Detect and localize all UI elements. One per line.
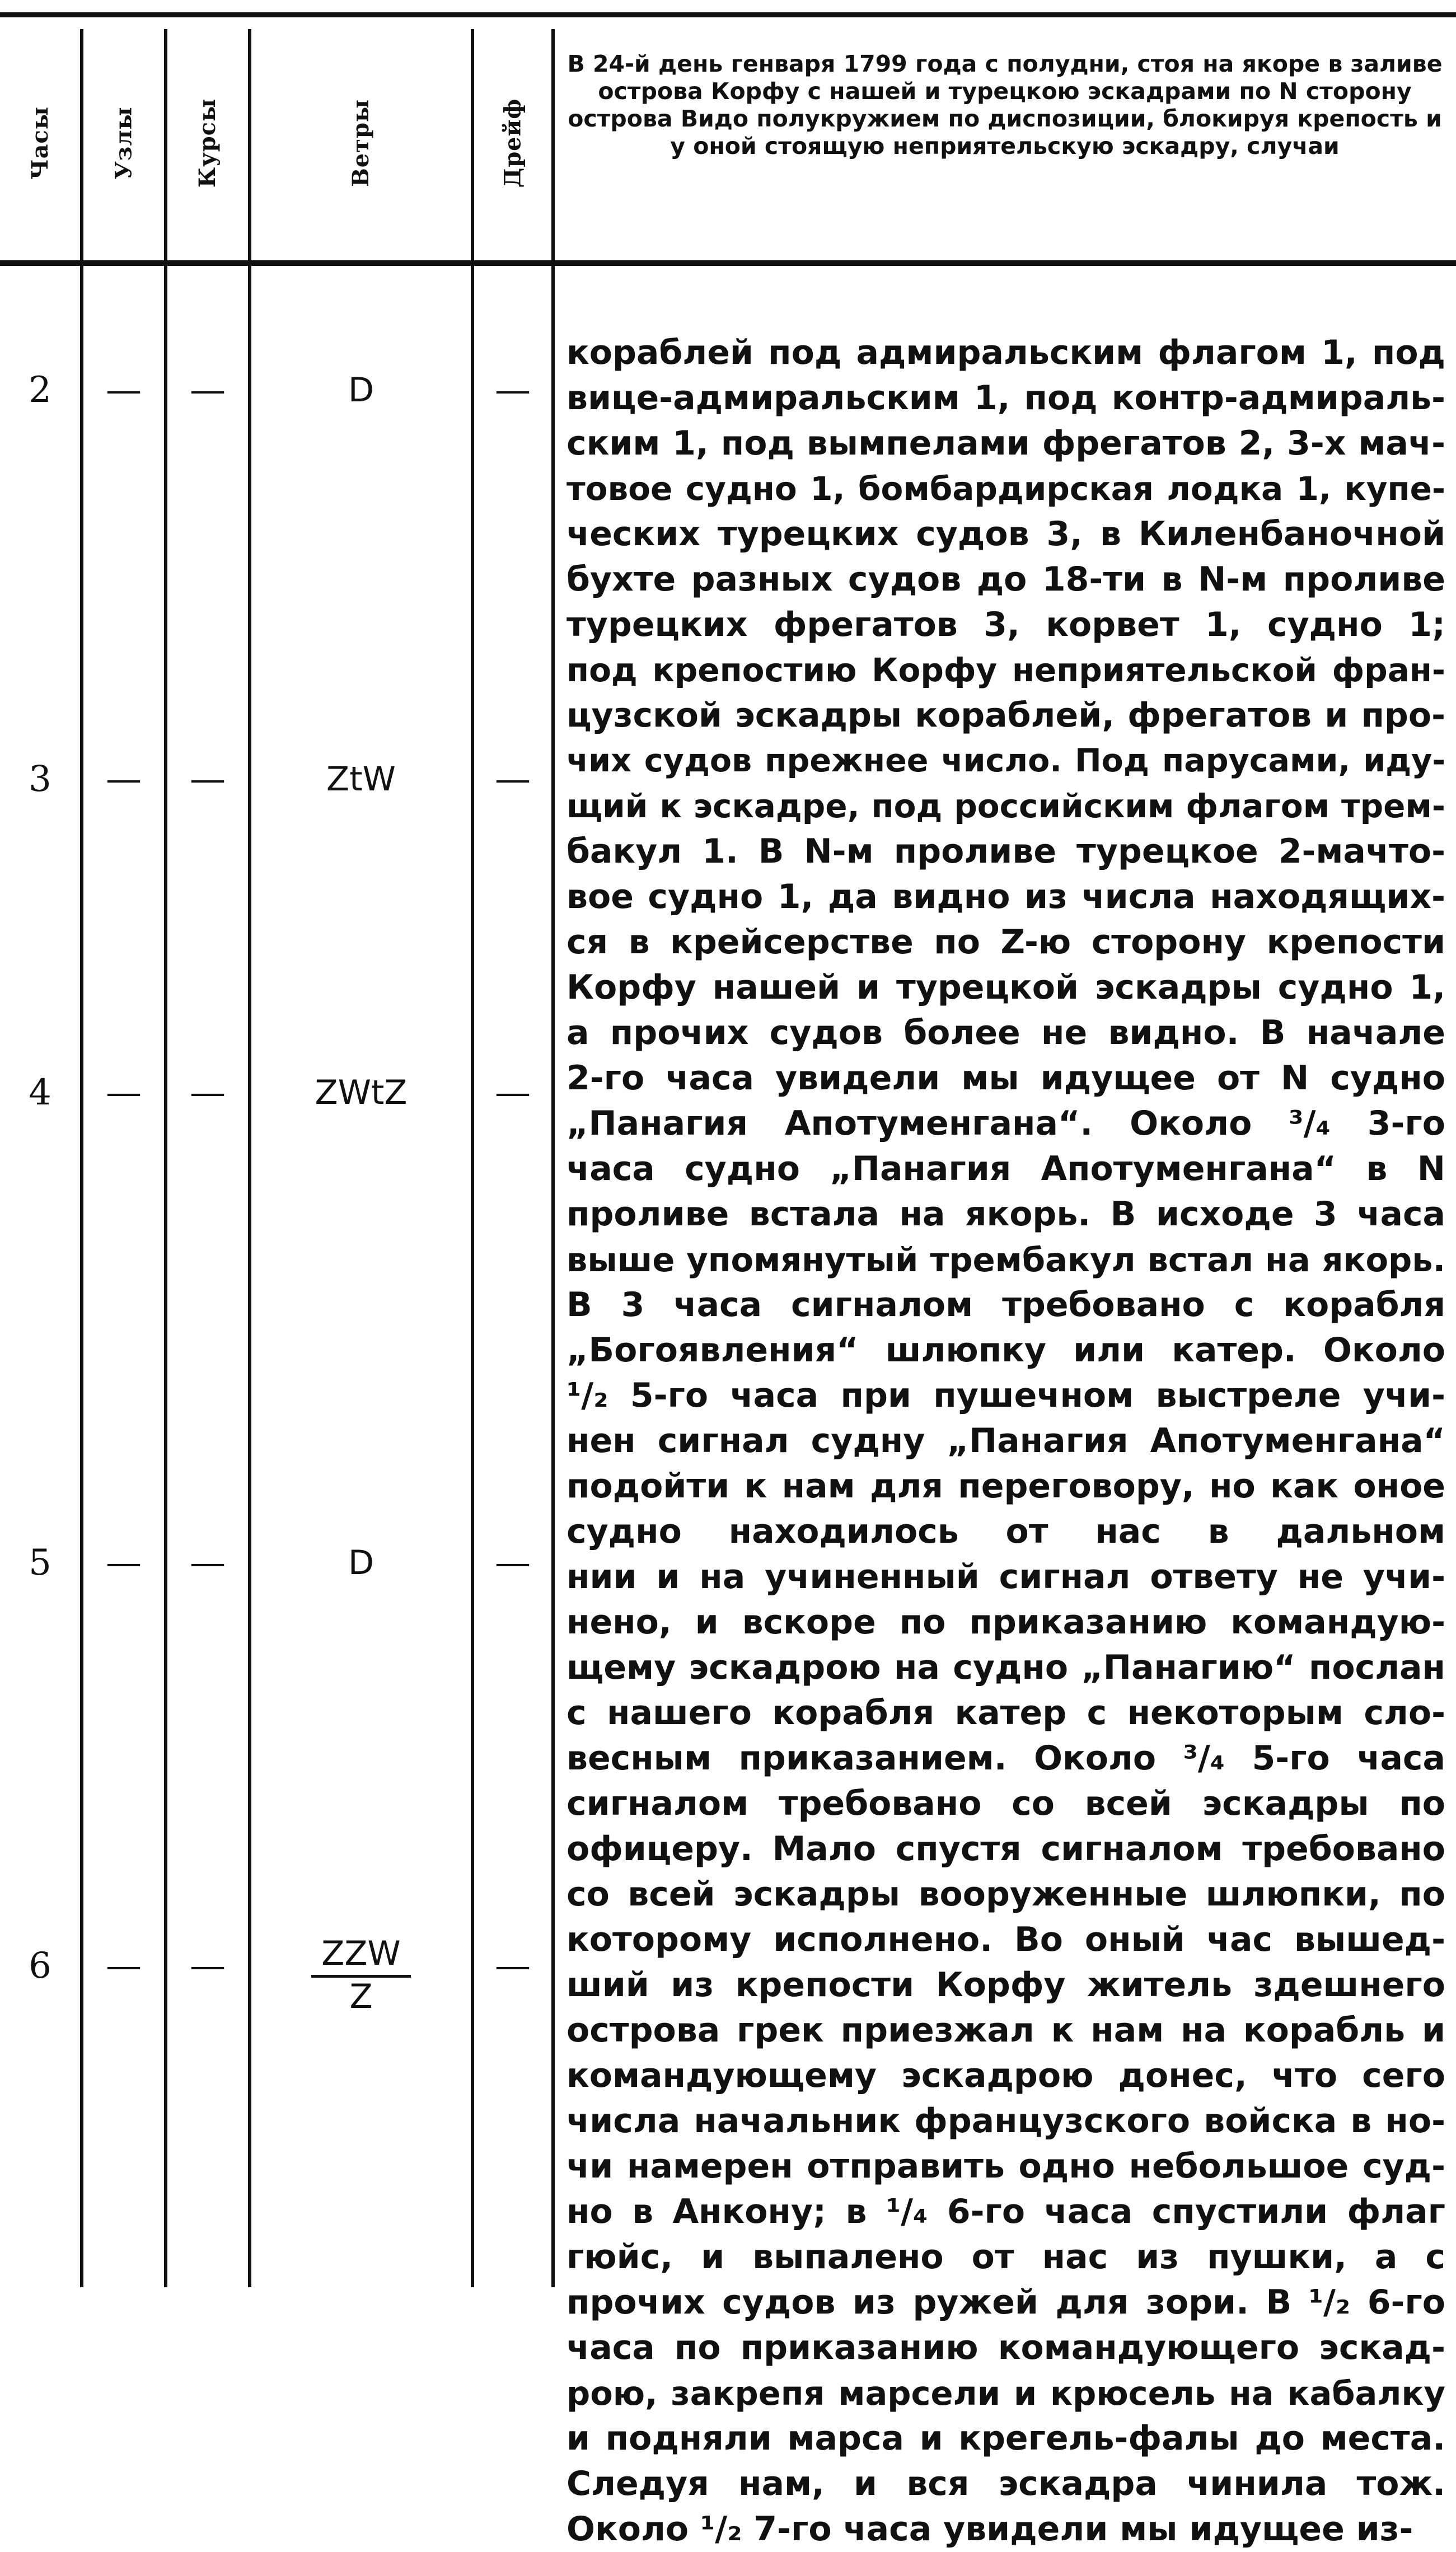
body-text (567, 330, 1445, 2552)
body-line: а прочих судов более не видно. В начале (567, 1013, 1445, 1052)
column-header-label: Узлы (110, 106, 137, 180)
body-line: числа начальник французского войска в но- (567, 2101, 1445, 2141)
wind-cell: D (348, 371, 374, 410)
body-line: часа по приказанию командующего эскад- (567, 2328, 1445, 2367)
wind-denominator: Z (349, 1977, 373, 2016)
body-line: прочих судов из ружей для зори. В ¹/₂ 6-го (567, 2283, 1445, 2322)
body-line: проливе встала на якорь. В исходе 3 часа (567, 1195, 1445, 1234)
body-line: нено, и вскоре по приказанию командую- (567, 1603, 1445, 1642)
body-line: „Панагия Апотуменгана“. Около ³/₄ 3-го (567, 1104, 1445, 1143)
column-header-label: Курсы (194, 98, 221, 188)
body-line: ся в крейсерстве по Z-ю сторону крепости (567, 923, 1445, 962)
body-line: под крепостию Корфу неприятельской фран- (567, 651, 1445, 689)
column-divider (551, 29, 555, 2287)
body-line: В 3 часа сигналом требовано с корабля (567, 1285, 1445, 1324)
column-header-drift (474, 34, 551, 252)
body-line: выше упомянутый трембакул встал на якорь. (567, 1240, 1445, 1279)
body-line: бакул 1. В N-м проливе турецкое 2-мачто- (567, 832, 1445, 871)
body-line: „Богоявления“ шлюпку или катер. Около (567, 1331, 1445, 1370)
hour-cell: 6 (29, 1945, 52, 1987)
body-line: офицеру. Мало спустя сигналом требовано (567, 1829, 1445, 1869)
body-line: вице-адмиральским 1, под контр-адмираль- (567, 378, 1445, 418)
body-line: рою, закрепя марсели и крюсель на кабалку (567, 2374, 1445, 2413)
courses-cell: — (190, 369, 226, 411)
hour-cell: 2 (29, 369, 52, 411)
body-line: ший из крепости Корфу житель здешнего (567, 1965, 1445, 2005)
drift-cell: — (495, 369, 531, 411)
body-line: бухте разных судов до 18-ти в N-м проливе (567, 560, 1445, 599)
body-line: сигналом требовано со всей эскадры по (567, 1784, 1445, 1823)
drift-cell: — (495, 1072, 531, 1113)
body-line: чих судов прежнее число. Под парусами, иду- (567, 742, 1445, 779)
body-line: Около ¹/₂ 7-го часа увидели мы идущее из- (567, 2509, 1413, 2549)
wind-cell (251, 1934, 471, 2016)
knots-cell: — (106, 1072, 142, 1113)
wind-cell: D (348, 1543, 374, 1582)
body-line: 2-го часа увидели мы идущее от N судно (567, 1059, 1445, 1098)
column-header-label: Ветры (348, 99, 374, 187)
drift-cell: — (495, 1542, 531, 1584)
body-line: чи намерен отправить одно небольшое суд- (567, 2147, 1445, 2186)
hour-cell: 5 (29, 1542, 52, 1584)
header-bottom-rule (0, 260, 1456, 266)
column-header-hours (0, 34, 80, 252)
courses-cell: — (190, 1072, 226, 1113)
body-line: ¹/₂ 5-го часа при пушечном выстреле учи- (567, 1376, 1445, 1415)
body-line: щему эскадрою на судно „Панагию“ послан (567, 1648, 1445, 1687)
body-line: с нашего корабля катер с некоторым сло- (567, 1693, 1445, 1732)
body-line: нен сигнал судну „Панагия Апотуменгана“ (567, 1421, 1445, 1460)
body-line: цузской эскадры кораблей, фрегатов и про- (567, 696, 1445, 735)
column-header-knots (83, 34, 164, 252)
body-line: ческих турецких судов 3, в Киленбаночной (567, 514, 1445, 554)
body-line: гюйс, и выпалено от нас из пушки, а с (567, 2237, 1445, 2277)
header-text: В 24-й день генваря 1799 года с полудни, стоя на якоре в заливе острова Корфу с нашей и турецкою эскадрами по N сторону острова Видо полукружием по диспозиции, блокируя крепость и у оной стоящую неприятельскую эскадру, случаи (567, 50, 1443, 160)
body-line: Следуя нам, и вся эскадра чинила тож. (567, 2464, 1445, 2503)
wind-cell: ZWtZ (315, 1073, 408, 1112)
body-line: подойти к нам для переговору, но как оное (567, 1467, 1445, 1506)
body-line: щий к эскадре, под российским флагом трем- (567, 787, 1445, 825)
body-line: ским 1, под вымпелами фрегатов 2, 3-х мач- (567, 424, 1445, 463)
top-rule (0, 12, 1456, 17)
body-line: и подняли марса и крегель-фалы до места. (567, 2419, 1445, 2458)
column-header-courses (167, 34, 248, 252)
courses-cell: — (190, 1542, 226, 1584)
body-line: судно находилось от нас в дальном (567, 1512, 1445, 1551)
body-line: товое судно 1, бомбардирская лодка 1, купе- (567, 470, 1445, 508)
body-line: со всей эскадры вооруженные шлюпки, по (567, 1875, 1445, 1914)
body-line: весным приказанием. Около ³/₄ 5-го часа (567, 1739, 1445, 1778)
body-line: нии и на учиненный сигнал ответу не учи- (567, 1557, 1445, 1596)
hour-cell: 4 (29, 1072, 52, 1113)
column-header-label: Дрейф (499, 98, 526, 188)
body-line: кораблей под адмиральским флагом 1, под (567, 333, 1445, 372)
hour-cell: 3 (29, 758, 52, 800)
body-line: которому исполнено. Во оный час вышед- (567, 1920, 1445, 1959)
wind-cell: ZtW (326, 760, 396, 799)
body-line: часа судно „Панагия Апотуменгана“ в N (567, 1149, 1445, 1188)
wind-fraction (311, 1934, 411, 2016)
knots-cell: — (106, 1945, 142, 1987)
body-line: острова грек приезжал к нам на корабль и (567, 2011, 1445, 2050)
body-line: но в Анкону; в ¹/₄ 6-го часа спустили флаг (567, 2192, 1445, 2231)
knots-cell: — (106, 369, 142, 411)
drift-cell: — (495, 758, 531, 800)
knots-cell: — (106, 758, 142, 800)
wind-numerator: ZZW (311, 1937, 411, 1978)
body-line: вое судно 1, да видно из числа находящих- (567, 877, 1445, 916)
drift-cell: — (495, 1945, 531, 1987)
courses-cell: — (190, 758, 226, 800)
body-line: Корфу нашей и турецкой эскадры судно 1, (567, 968, 1445, 1007)
body-line: командующему эскадрою донес, что сего (567, 2056, 1445, 2095)
courses-cell: — (190, 1945, 226, 1987)
column-header-winds (251, 34, 471, 252)
knots-cell: — (106, 1542, 142, 1584)
body-line: турецких фрегатов 3, корвет 1, судно 1; (567, 605, 1445, 644)
column-header-label: Часы (27, 106, 53, 180)
